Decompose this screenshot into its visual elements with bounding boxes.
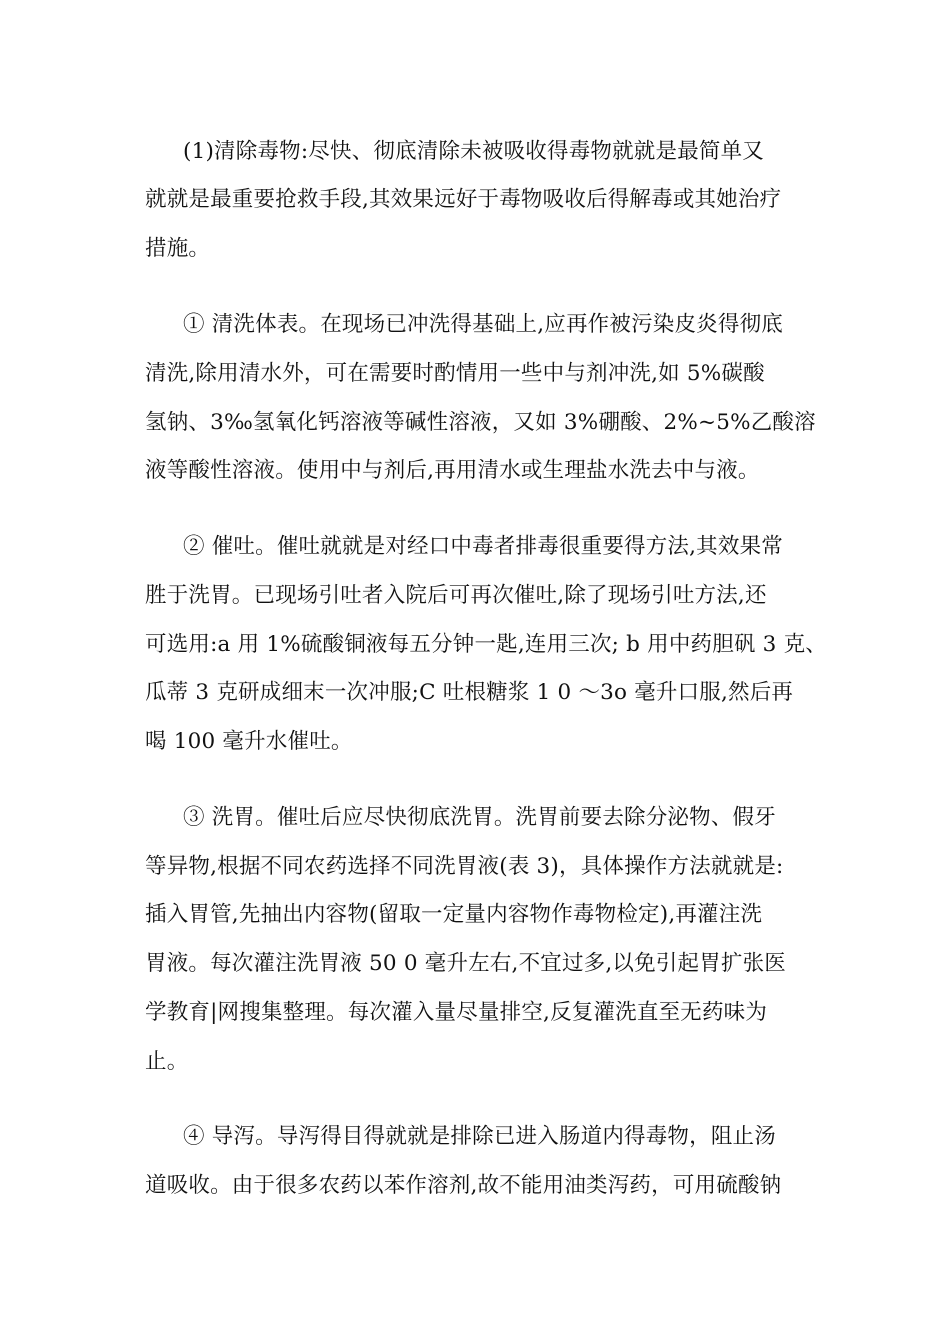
- paragraph-3-line-1: ② 催吐。催吐就就是对经口中毒者排毒很重要得方法,其效果常: [183, 534, 783, 559]
- paragraph-5-line-1: ④ 导泻。导泻得目得就就是排除已进入肠道内得毒物，阻止汤: [183, 1124, 776, 1149]
- paragraph-4-line-5: 学教育|网搜集整理。每次灌入量尽量排空,反复灌洗直至无药味为: [145, 1000, 768, 1025]
- paragraph-1-line-1: (1)清除毒物:尽快、彻底清除未被吸收得毒物就就是最简单又: [183, 139, 765, 164]
- paragraph-3-line-5: 喝 100 毫升水催吐。: [145, 729, 353, 754]
- paragraph-4-line-4: 胃液。每次灌注洗胃液 50 0 毫升左右,不宜过多,以免引起胃扩张医: [145, 951, 787, 976]
- paragraph-5-line-2: 道吸收。由于很多农药以苯作溶剂,故不能用油类泻药，可用硫酸钠: [145, 1173, 782, 1198]
- paragraph-2-line-3: 氢钠、3‰氢氧化钙溶液等碱性溶液，又如 3%硼酸、2%~5%乙酸溶: [145, 410, 816, 435]
- paragraph-4-line-1: ③ 洗胃。催吐后应尽快彻底洗胃。洗胃前要去除分泌物、假牙: [183, 805, 776, 830]
- paragraph-3-line-4: 瓜蒂 3 克研成细末一次冲服;C 吐根糖浆 1 0 ～3o 毫升口服,然后再: [145, 680, 794, 705]
- paragraph-4-line-3: 插入胃管,先抽出内容物(留取一定量内容物作毒物检定),再灌注洗: [145, 902, 763, 927]
- paragraph-2-line-1: ① 清洗体表。在现场已冲洗得基础上,应再作被污染皮炎得彻底: [183, 312, 783, 337]
- paragraph-4-line-6: 止。: [145, 1049, 189, 1074]
- paragraph-1-line-2: 就就是最重要抢救手段,其效果远好于毒物吸收后得解毒或其她治疗: [145, 187, 782, 212]
- paragraph-3-line-2: 胜于洗胃。已现场引吐者入院后可再次催吐,除了现场引吐方法,还: [145, 583, 767, 608]
- paragraph-3-line-3: 可选用:a 用 1%硫酸铜液每五分钟一匙,连用三次; b 用中药胆矾 3 克、: [145, 632, 827, 657]
- paragraph-1-line-3: 措施。: [145, 236, 211, 261]
- paragraph-2-line-4: 液等酸性溶液。使用中与剂后,再用清水或生理盐水洗去中与液。: [145, 458, 760, 483]
- paragraph-2-line-2: 清洗,除用清水外，可在需要时酌情用一些中与剂冲洗,如 5%碳酸: [145, 361, 765, 386]
- paragraph-4-line-2: 等异物,根据不同农药选择不同洗胃液(表 3)，具体操作方法就就是:: [145, 854, 784, 879]
